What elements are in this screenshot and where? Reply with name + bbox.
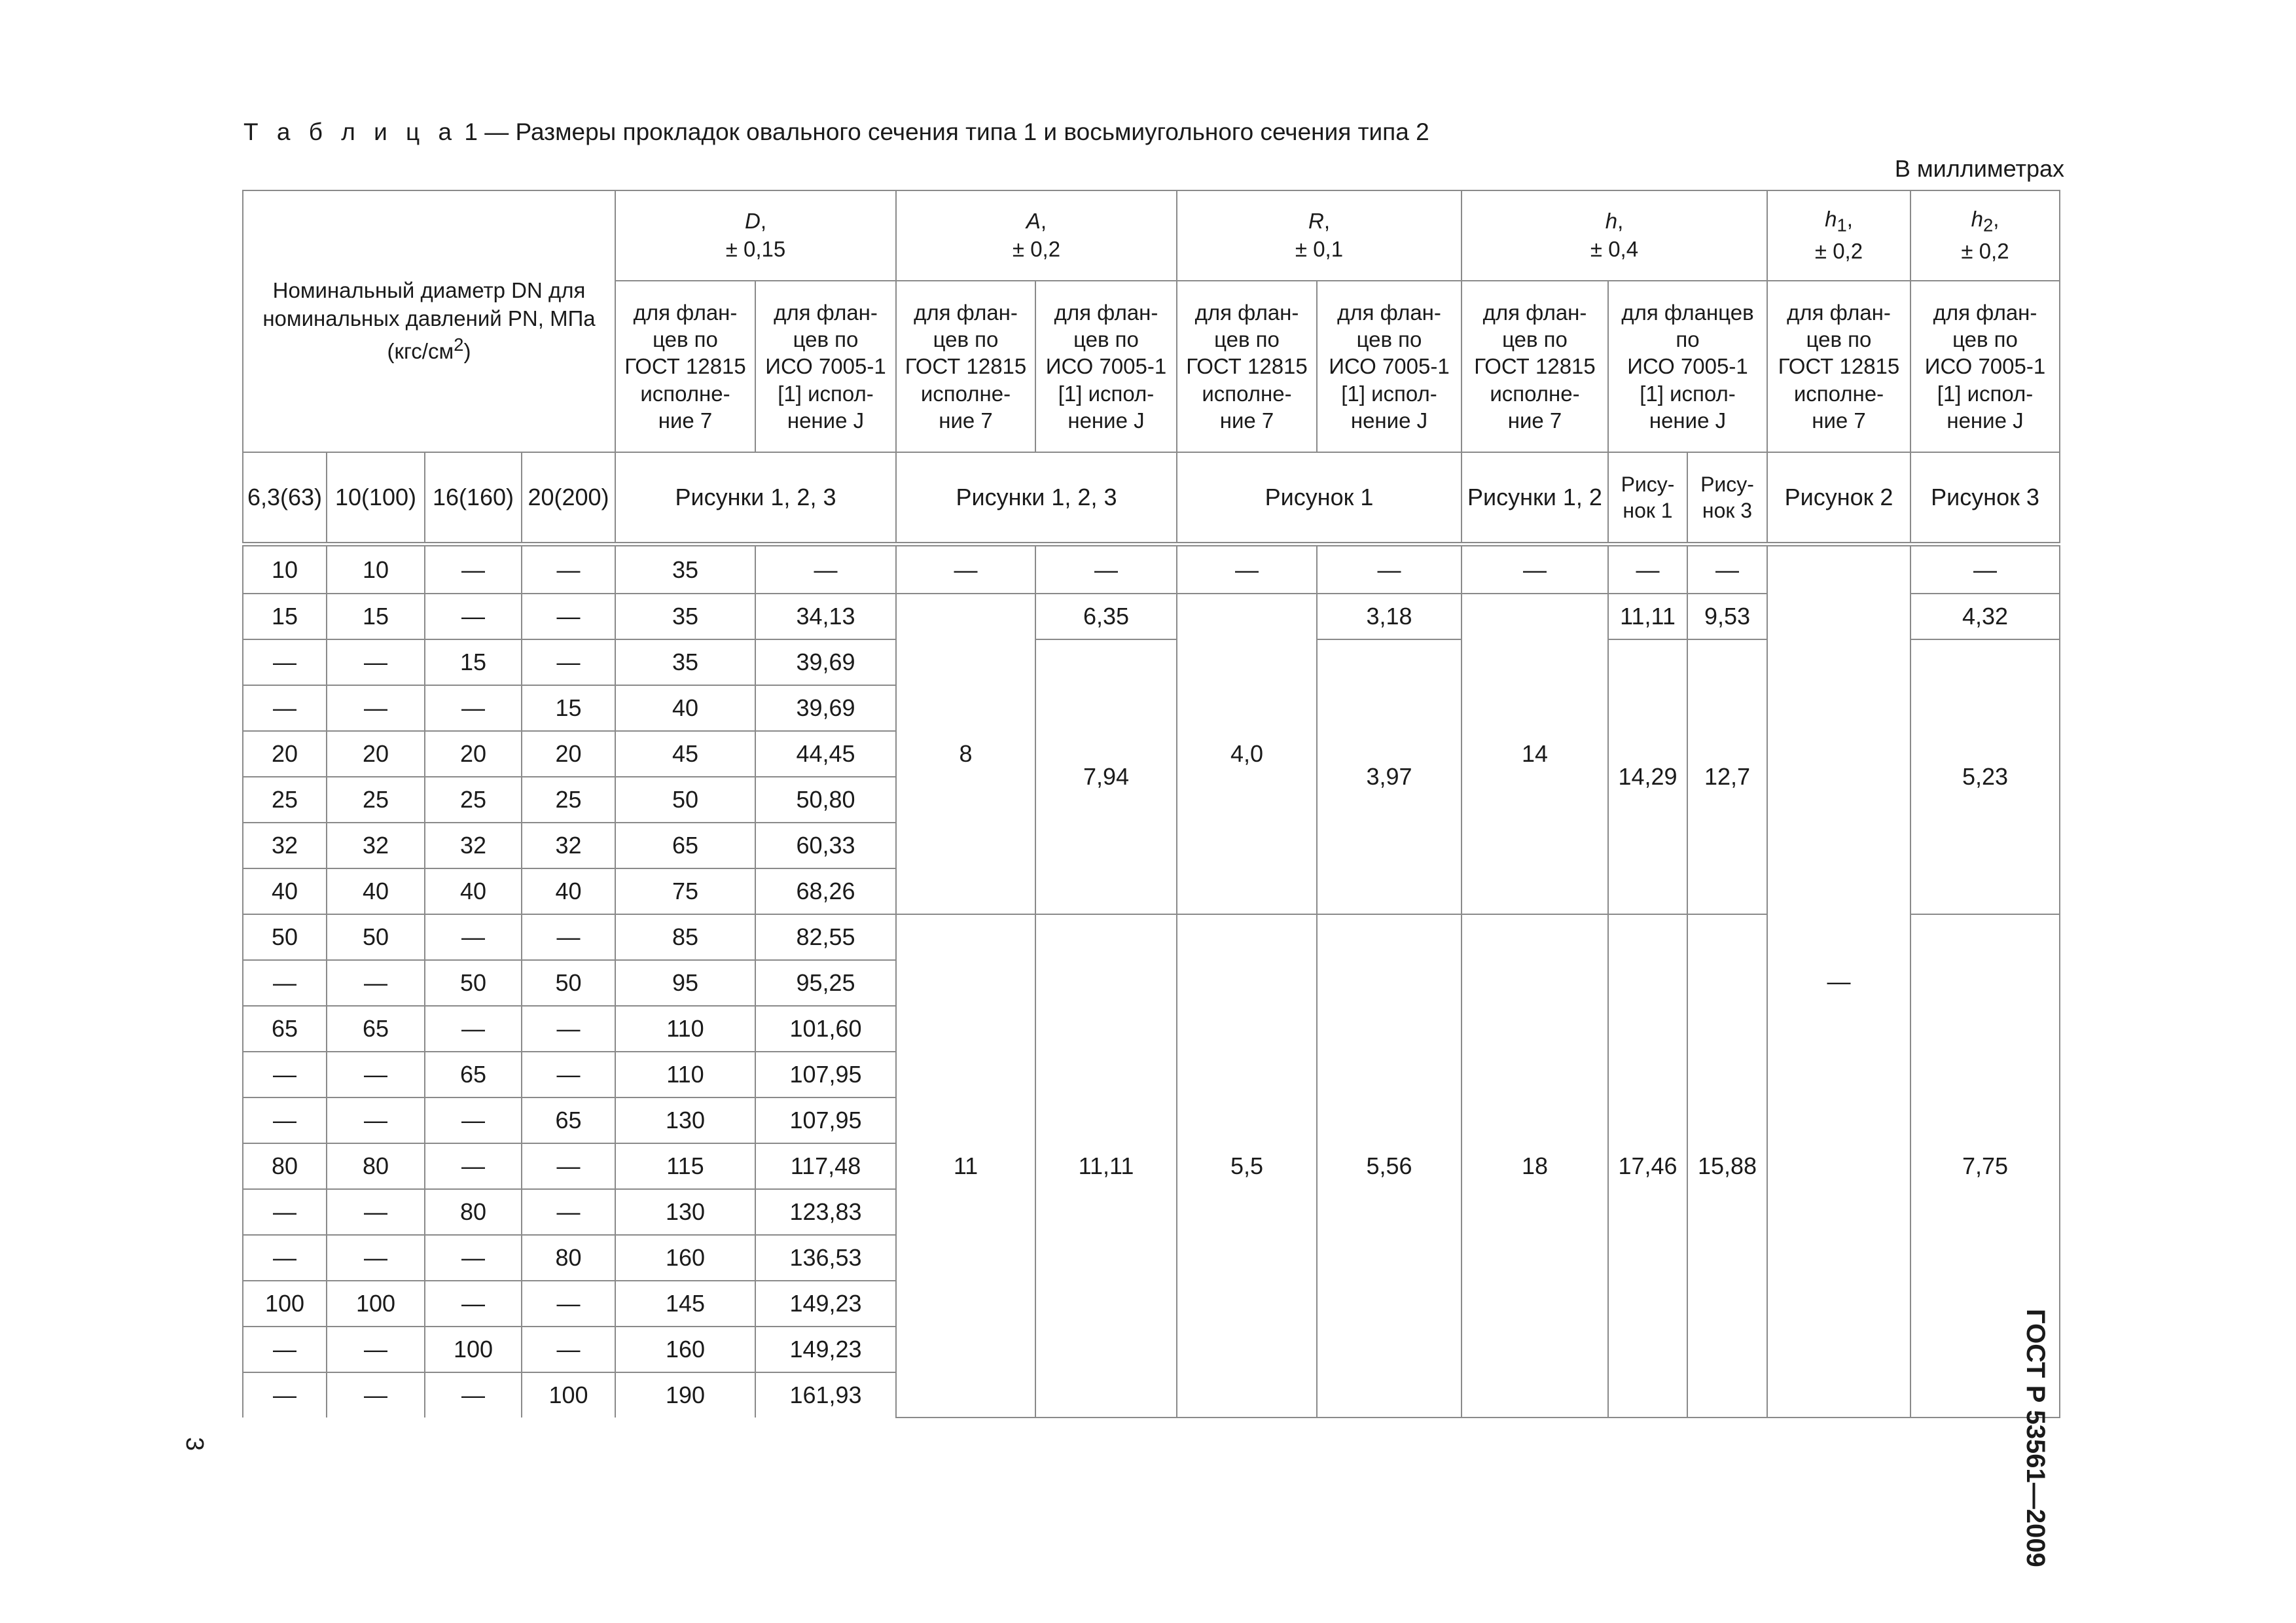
cell-a-iso-block-small: 7,94 bbox=[1035, 639, 1177, 914]
cell-pn160: — bbox=[425, 914, 522, 960]
cell-d-gost: 95 bbox=[615, 960, 755, 1006]
gasket-dimensions-table-wrap bbox=[242, 190, 2060, 1418]
cell-r-gost-block-large: 5,5 bbox=[1177, 914, 1317, 1418]
table-title bbox=[243, 120, 1429, 144]
header-fig-h-iso-3: Рису- нок 3 bbox=[1687, 452, 1767, 544]
header-r: R, ± 0,1 bbox=[1177, 190, 1462, 281]
cell-pn100: — bbox=[327, 685, 425, 731]
header-r-gost: для флан- цев по ГОСТ 12815 исполне- ние 7 bbox=[1177, 281, 1317, 452]
gasket-dimensions-table bbox=[242, 190, 2060, 1418]
table-label: Т а б л и ц а bbox=[243, 118, 458, 145]
cell-d-iso: 44,45 bbox=[755, 731, 896, 777]
cell-pn160: 80 bbox=[425, 1189, 522, 1235]
cell-pn63: — bbox=[243, 1327, 327, 1372]
cell-d-gost: 130 bbox=[615, 1189, 755, 1235]
header-h-gost: для флан- цев по ГОСТ 12815 исполне- ние 7 bbox=[1462, 281, 1608, 452]
header-h1-gost: для флан- цев по ГОСТ 12815 исполне- ние 7 bbox=[1767, 281, 1910, 452]
header-a-gost: для флан- цев по ГОСТ 12815 исполне- ние 7 bbox=[896, 281, 1035, 452]
cell-pn200: 40 bbox=[522, 868, 615, 914]
cell-d-iso: 60,33 bbox=[755, 823, 896, 868]
cell-pn160: — bbox=[425, 1143, 522, 1189]
cell-pn100: 40 bbox=[327, 868, 425, 914]
cell-pn200: — bbox=[522, 1143, 615, 1189]
cell-h2-block-large: 7,75 bbox=[1910, 914, 2060, 1418]
cell-pn100: 25 bbox=[327, 777, 425, 823]
cell-d-iso: 39,69 bbox=[755, 639, 896, 685]
cell-pn100: — bbox=[327, 1097, 425, 1143]
cell-pn100: 50 bbox=[327, 914, 425, 960]
cell-h-iso1-block-small: 14,29 bbox=[1608, 639, 1687, 914]
cell-d-gost: 85 bbox=[615, 914, 755, 960]
cell-d-gost: 160 bbox=[615, 1235, 755, 1281]
cell-pn200: — bbox=[522, 1281, 615, 1327]
cell-pn63: — bbox=[243, 639, 327, 685]
cell-pn160: 15 bbox=[425, 639, 522, 685]
cell-pn200: 80 bbox=[522, 1235, 615, 1281]
cell-d-iso: 50,80 bbox=[755, 777, 896, 823]
cell-a-iso: — bbox=[1035, 544, 1177, 594]
cell-pn160: 100 bbox=[425, 1327, 522, 1372]
cell-d-iso: 161,93 bbox=[755, 1372, 896, 1418]
header-dn-label: Номинальный диаметр DN для номинальных давлений PN, МПа $(кгс/см^2)$ bbox=[243, 190, 615, 452]
header-h2: $h_2$, ± 0,2 bbox=[1910, 190, 2060, 281]
cell-pn200: — bbox=[522, 639, 615, 685]
header-d-iso: для флан- цев по ИСО 7005-1 [1] испол- нение J bbox=[755, 281, 896, 452]
cell-pn200: 32 bbox=[522, 823, 615, 868]
cell-pn100: — bbox=[327, 1052, 425, 1097]
cell-pn63: 25 bbox=[243, 777, 327, 823]
cell-pn200: — bbox=[522, 914, 615, 960]
cell-pn160: 40 bbox=[425, 868, 522, 914]
cell-pn63: — bbox=[243, 960, 327, 1006]
cell-d-iso: 39,69 bbox=[755, 685, 896, 731]
cell-pn160: 50 bbox=[425, 960, 522, 1006]
cell-h-gost-block-large: 18 bbox=[1462, 914, 1608, 1418]
header-a-iso: для флан- цев по ИСО 7005-1 [1] испол- нение J bbox=[1035, 281, 1177, 452]
cell-pn160: — bbox=[425, 1235, 522, 1281]
header-pn-100: 10(100) bbox=[327, 452, 425, 544]
cell-d-iso: 68,26 bbox=[755, 868, 896, 914]
header-fig-h-iso-1: Рису- нок 1 bbox=[1608, 452, 1687, 544]
cell-d-iso: — bbox=[755, 544, 896, 594]
cell-d-iso: 149,23 bbox=[755, 1281, 896, 1327]
cell-d-gost: 45 bbox=[615, 731, 755, 777]
cell-pn200: 50 bbox=[522, 960, 615, 1006]
cell-pn160: 25 bbox=[425, 777, 522, 823]
header-pn-200: 20(200) bbox=[522, 452, 615, 544]
header-fig-a: Рисунки 1, 2, 3 bbox=[896, 452, 1177, 544]
header-fig-h2: Рисунок 3 bbox=[1910, 452, 2060, 544]
cell-d-gost: 110 bbox=[615, 1052, 755, 1097]
header-fig-d: Рисунки 1, 2, 3 bbox=[615, 452, 896, 544]
cell-d-gost: 75 bbox=[615, 868, 755, 914]
cell-pn160: — bbox=[425, 1281, 522, 1327]
cell-r-iso: — bbox=[1317, 544, 1462, 594]
cell-d-iso: 34,13 bbox=[755, 594, 896, 639]
cell-h-iso3-block-large: 15,88 bbox=[1687, 914, 1767, 1418]
cell-d-gost: 35 bbox=[615, 594, 755, 639]
cell-a-iso-block-large: 11,11 bbox=[1035, 914, 1177, 1418]
cell-d-iso: 117,48 bbox=[755, 1143, 896, 1189]
cell-d-gost: 35 bbox=[615, 544, 755, 594]
cell-pn63: 40 bbox=[243, 868, 327, 914]
cell-pn100: 10 bbox=[327, 544, 425, 594]
cell-pn100: 65 bbox=[327, 1006, 425, 1052]
cell-r-iso: 3,18 bbox=[1317, 594, 1462, 639]
table-row bbox=[243, 544, 2060, 594]
cell-a-gost-block-small: 8 bbox=[896, 594, 1035, 914]
cell-pn160: 32 bbox=[425, 823, 522, 868]
cell-pn63: — bbox=[243, 1372, 327, 1418]
cell-r-gost: — bbox=[1177, 544, 1317, 594]
header-h-iso: для фланцев по ИСО 7005-1 [1] испол- нение J bbox=[1608, 281, 1767, 452]
cell-pn63: 50 bbox=[243, 914, 327, 960]
cell-pn63: — bbox=[243, 1235, 327, 1281]
cell-pn200: — bbox=[522, 1052, 615, 1097]
cell-pn63: — bbox=[243, 685, 327, 731]
units-note: В миллиметрах bbox=[1894, 155, 2064, 182]
cell-d-gost: 130 bbox=[615, 1097, 755, 1143]
page-number: 3 bbox=[181, 1436, 209, 1452]
cell-d-gost: 160 bbox=[615, 1327, 755, 1372]
cell-pn160: 65 bbox=[425, 1052, 522, 1097]
cell-d-iso: 149,23 bbox=[755, 1327, 896, 1372]
header-pn-160: 16(160) bbox=[425, 452, 522, 544]
cell-d-iso: 123,83 bbox=[755, 1189, 896, 1235]
cell-pn200: — bbox=[522, 1189, 615, 1235]
cell-pn100: — bbox=[327, 1235, 425, 1281]
cell-pn63: 20 bbox=[243, 731, 327, 777]
cell-pn63: 100 bbox=[243, 1281, 327, 1327]
cell-d-iso: 107,95 bbox=[755, 1052, 896, 1097]
cell-pn100: — bbox=[327, 1189, 425, 1235]
cell-r-gost-block-small: 4,0 bbox=[1177, 594, 1317, 914]
cell-pn100: 32 bbox=[327, 823, 425, 868]
cell-pn160: — bbox=[425, 1372, 522, 1418]
cell-pn200: 65 bbox=[522, 1097, 615, 1143]
cell-pn63: 32 bbox=[243, 823, 327, 868]
cell-d-gost: 110 bbox=[615, 1006, 755, 1052]
cell-pn160: — bbox=[425, 1097, 522, 1143]
cell-d-gost: 40 bbox=[615, 685, 755, 731]
cell-pn100: 20 bbox=[327, 731, 425, 777]
cell-pn63: 15 bbox=[243, 594, 327, 639]
header-pn-63: 6,3(63) bbox=[243, 452, 327, 544]
cell-pn100: 15 bbox=[327, 594, 425, 639]
cell-d-gost: 115 bbox=[615, 1143, 755, 1189]
cell-d-gost: 145 bbox=[615, 1281, 755, 1327]
cell-pn200: — bbox=[522, 544, 615, 594]
cell-h-iso3-block-small: 12,7 bbox=[1687, 639, 1767, 914]
cell-pn100: — bbox=[327, 1372, 425, 1418]
cell-pn160: — bbox=[425, 544, 522, 594]
cell-pn160: — bbox=[425, 594, 522, 639]
cell-h-iso3: — bbox=[1687, 544, 1767, 594]
cell-pn200: — bbox=[522, 1006, 615, 1052]
cell-pn200: 100 bbox=[522, 1372, 615, 1418]
cell-d-iso: 101,60 bbox=[755, 1006, 896, 1052]
header-fig-r: Рисунок 1 bbox=[1177, 452, 1462, 544]
cell-h-iso3: 9,53 bbox=[1687, 594, 1767, 639]
cell-d-iso: 95,25 bbox=[755, 960, 896, 1006]
cell-d-iso: 136,53 bbox=[755, 1235, 896, 1281]
cell-r-iso-block-small: 3,97 bbox=[1317, 639, 1462, 914]
cell-h2: 4,32 bbox=[1910, 594, 2060, 639]
cell-h-iso1: — bbox=[1608, 544, 1687, 594]
header-d-gost: для флан- цев по ГОСТ 12815 исполне- ние 7 bbox=[615, 281, 755, 452]
cell-d-gost: 50 bbox=[615, 777, 755, 823]
header-fig-h-gost: Рисунки 1, 2 bbox=[1462, 452, 1608, 544]
cell-h-iso1-block-large: 17,46 bbox=[1608, 914, 1687, 1418]
cell-pn200: — bbox=[522, 1327, 615, 1372]
cell-pn100: — bbox=[327, 639, 425, 685]
cell-d-gost: 35 bbox=[615, 639, 755, 685]
cell-pn200: 25 bbox=[522, 777, 615, 823]
cell-r-iso-block-large: 5,56 bbox=[1317, 914, 1462, 1418]
cell-h-iso1: 11,11 bbox=[1608, 594, 1687, 639]
cell-pn63: 65 bbox=[243, 1006, 327, 1052]
header-a: A, ± 0,2 bbox=[896, 190, 1177, 281]
cell-pn63: 10 bbox=[243, 544, 327, 594]
document-code: ГОСТ Р 53561—2009 bbox=[2021, 1309, 2050, 1567]
header-r-iso: для флан- цев по ИСО 7005-1 [1] испол- нение J bbox=[1317, 281, 1462, 452]
cell-h-gost: — bbox=[1462, 544, 1608, 594]
cell-pn200: — bbox=[522, 594, 615, 639]
cell-pn63: — bbox=[243, 1052, 327, 1097]
table-caption: 1 — Размеры прокладок овального сечения типа 1 и восьмиугольного сечения типа 2 bbox=[457, 118, 1429, 145]
cell-pn63: — bbox=[243, 1097, 327, 1143]
header-fig-h1: Рисунок 2 bbox=[1767, 452, 1910, 544]
header-h2-iso: для флан- цев по ИСО 7005-1 [1] испол- нение J bbox=[1910, 281, 2060, 452]
cell-h2-block-small: 5,23 bbox=[1910, 639, 2060, 914]
cell-d-gost: 65 bbox=[615, 823, 755, 868]
header-h: h, ± 0,4 bbox=[1462, 190, 1767, 281]
cell-pn100: 80 bbox=[327, 1143, 425, 1189]
cell-d-iso: 107,95 bbox=[755, 1097, 896, 1143]
cell-pn63: — bbox=[243, 1189, 327, 1235]
cell-pn100: 100 bbox=[327, 1281, 425, 1327]
cell-h2: — bbox=[1910, 544, 2060, 594]
cell-d-gost: 190 bbox=[615, 1372, 755, 1418]
cell-pn160: — bbox=[425, 1006, 522, 1052]
cell-h-gost-block-small: 14 bbox=[1462, 594, 1608, 914]
cell-h1-merged: — bbox=[1767, 544, 1910, 1418]
cell-a-gost: — bbox=[896, 544, 1035, 594]
cell-a-iso: 6,35 bbox=[1035, 594, 1177, 639]
cell-d-iso: 82,55 bbox=[755, 914, 896, 960]
cell-pn200: 20 bbox=[522, 731, 615, 777]
header-d: D, ± 0,15 bbox=[615, 190, 896, 281]
cell-pn63: 80 bbox=[243, 1143, 327, 1189]
cell-pn200: 15 bbox=[522, 685, 615, 731]
cell-pn100: — bbox=[327, 960, 425, 1006]
cell-pn160: — bbox=[425, 685, 522, 731]
cell-pn160: 20 bbox=[425, 731, 522, 777]
header-h1: $h_1$, ± 0,2 bbox=[1767, 190, 1910, 281]
cell-pn100: — bbox=[327, 1327, 425, 1372]
cell-a-gost-block-large: 11 bbox=[896, 914, 1035, 1418]
